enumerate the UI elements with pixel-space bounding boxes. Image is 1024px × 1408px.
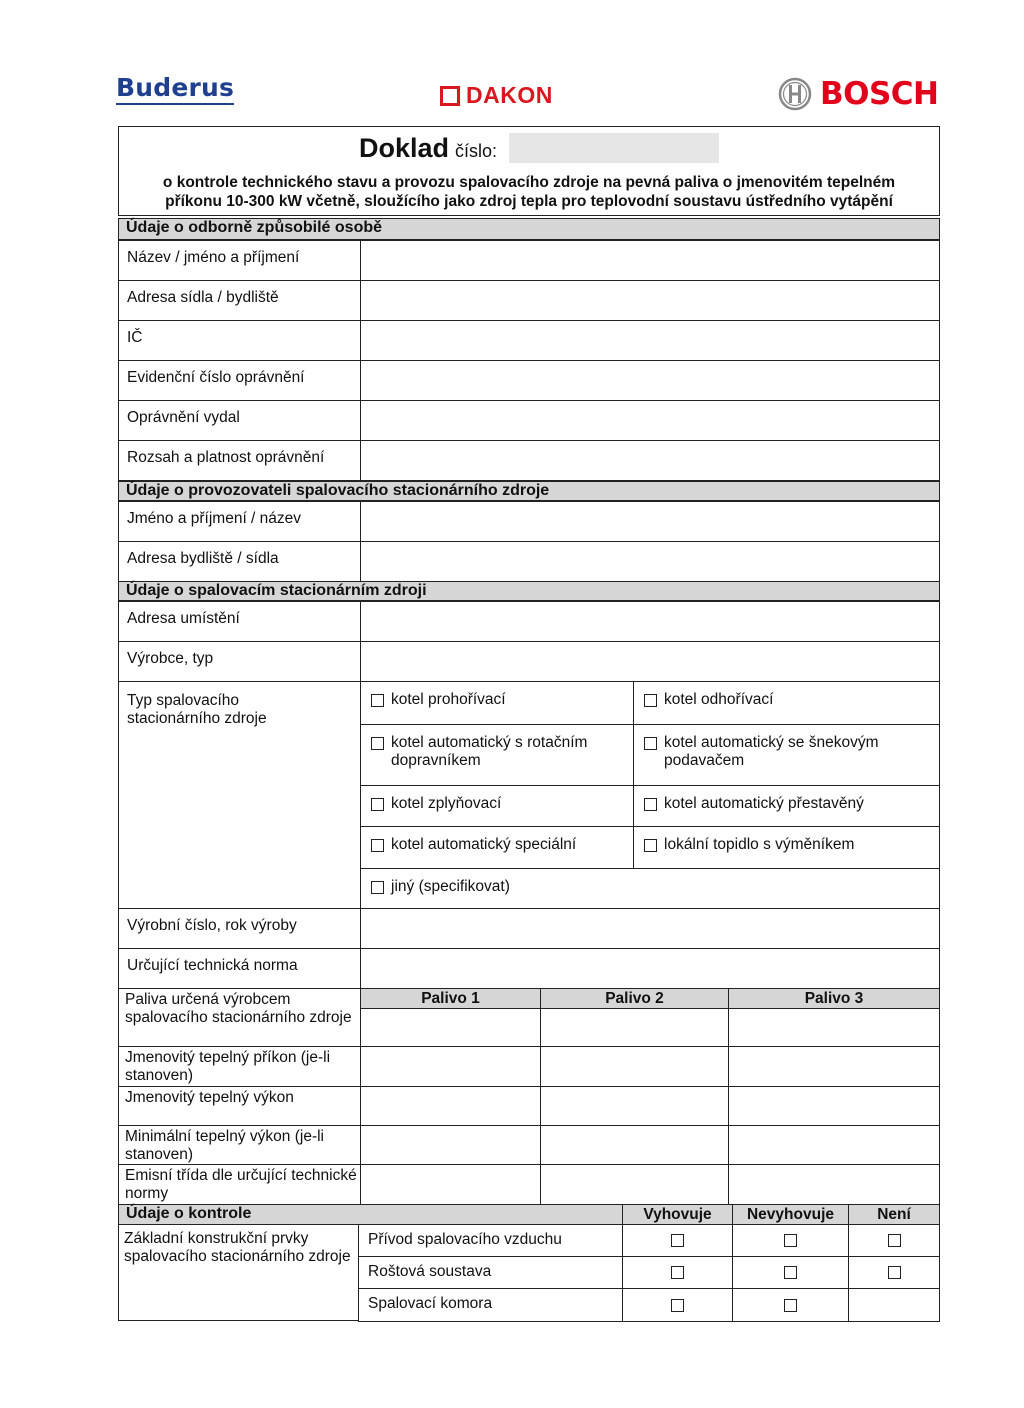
checkbox-icon[interactable] bbox=[371, 798, 384, 811]
result-header: Nevyhovuje bbox=[732, 1204, 849, 1225]
option-label: kotel automatický speciální bbox=[391, 836, 577, 853]
document-title bbox=[359, 133, 497, 164]
field-input[interactable] bbox=[360, 240, 940, 281]
field-input[interactable] bbox=[360, 360, 940, 401]
result-cell[interactable] bbox=[622, 1256, 733, 1289]
fuel-row-label: Jmenovitý tepelný výkon bbox=[118, 1086, 361, 1126]
field-label: Rozsah a platnost oprávnění bbox=[118, 440, 361, 481]
fuel-header: Palivo 3 bbox=[728, 988, 940, 1009]
fuel-value-cell[interactable] bbox=[540, 1125, 729, 1165]
checkbox-icon[interactable] bbox=[644, 737, 657, 750]
field-label: IČ bbox=[118, 320, 361, 361]
section-inspection-header: Údaje o kontrole bbox=[118, 1204, 623, 1225]
source-type-option[interactable] bbox=[633, 681, 940, 725]
fuel-value-cell[interactable] bbox=[728, 1046, 940, 1087]
checkbox-icon[interactable] bbox=[644, 694, 657, 707]
source-type-option[interactable] bbox=[360, 826, 634, 869]
option-label: kotel automatický se šnekovým podavačem bbox=[664, 734, 879, 769]
field-input[interactable] bbox=[360, 908, 940, 949]
fuel-header: Palivo 2 bbox=[540, 988, 729, 1009]
field-label: Evidenční číslo oprávnění bbox=[118, 360, 361, 401]
bosch-armature-icon bbox=[778, 77, 812, 111]
checkbox-icon[interactable] bbox=[644, 798, 657, 811]
source-type-option[interactable] bbox=[633, 724, 940, 786]
field-input[interactable] bbox=[360, 280, 940, 321]
source-type-option[interactable] bbox=[360, 785, 634, 827]
field-input[interactable] bbox=[360, 440, 940, 481]
inspection-item-label: Spalovací komora bbox=[358, 1288, 623, 1322]
field-label: Výrobce, typ bbox=[118, 641, 361, 682]
field-input[interactable] bbox=[360, 501, 940, 542]
dakon-wordmark: DAKON bbox=[466, 82, 553, 108]
checkbox-icon[interactable] bbox=[784, 1234, 797, 1247]
source-type-option-other[interactable] bbox=[360, 868, 940, 909]
result-header: Vyhovuje bbox=[622, 1204, 733, 1225]
fuel-row-label: Paliva určená výrobcem spalovacího stacionárního zdroje bbox=[118, 988, 361, 1047]
result-cell[interactable] bbox=[732, 1288, 849, 1322]
fuel-value-cell[interactable] bbox=[540, 1008, 729, 1047]
fuel-value-cell[interactable] bbox=[360, 1125, 541, 1165]
title-suffix: číslo: bbox=[455, 141, 498, 161]
field-input[interactable] bbox=[360, 400, 940, 441]
field-label: Adresa umístění bbox=[118, 601, 361, 642]
inspection-item-label: Přívod spalovacího vzduchu bbox=[358, 1224, 623, 1257]
section-source-header: Údaje o spalovacím stacionárním zdroji bbox=[118, 581, 940, 601]
fuel-value-cell[interactable] bbox=[360, 1008, 541, 1047]
option-label: kotel zplyňovací bbox=[391, 795, 502, 812]
field-input[interactable] bbox=[360, 320, 940, 361]
document-number-field[interactable] bbox=[509, 133, 719, 163]
fuel-value-cell[interactable] bbox=[540, 1046, 729, 1087]
result-cell[interactable] bbox=[848, 1288, 940, 1322]
document-header bbox=[118, 126, 940, 216]
result-cell[interactable] bbox=[622, 1224, 733, 1257]
checkbox-icon[interactable] bbox=[371, 694, 384, 707]
section-operator-header: Údaje o provozovateli spalovacího stacionárního zdroje bbox=[118, 481, 940, 501]
checkbox-icon[interactable] bbox=[671, 1266, 684, 1279]
subtitle-line-1: o kontrole technického stavu a provozu spalovacího zdroje na pevná paliva o jmenovitém tepelném bbox=[162, 174, 896, 191]
field-label: Jméno a příjmení / název bbox=[118, 501, 361, 542]
checkbox-icon[interactable] bbox=[644, 839, 657, 852]
field-input[interactable] bbox=[360, 601, 940, 642]
result-cell[interactable] bbox=[622, 1288, 733, 1322]
field-input[interactable] bbox=[360, 541, 940, 582]
checkbox-icon[interactable] bbox=[888, 1234, 901, 1247]
field-input[interactable] bbox=[360, 948, 940, 989]
fuel-value-cell[interactable] bbox=[728, 1086, 940, 1126]
source-type-option[interactable] bbox=[633, 826, 940, 869]
result-cell[interactable] bbox=[732, 1224, 849, 1257]
field-label: Výrobní číslo, rok výroby bbox=[118, 908, 361, 949]
option-label: kotel prohořívací bbox=[391, 691, 506, 708]
result-cell[interactable] bbox=[848, 1224, 940, 1257]
fuel-row-label: Jmenovitý tepelný příkon (je-li stanoven) bbox=[118, 1046, 361, 1087]
fuel-value-cell[interactable] bbox=[360, 1164, 541, 1205]
checkbox-icon[interactable] bbox=[784, 1266, 797, 1279]
option-label: kotel automatický s rotačním dopravníkem bbox=[391, 734, 588, 769]
field-label: Adresa bydliště / sídla bbox=[118, 541, 361, 582]
fuel-row-label: Emisní třída dle určující technické normy bbox=[118, 1164, 361, 1205]
inspection-item-label: Roštová soustava bbox=[358, 1256, 623, 1289]
result-cell[interactable] bbox=[732, 1256, 849, 1289]
source-type-label: Typ spalovacího stacionárního zdroje bbox=[118, 681, 361, 909]
field-label: Oprávnění vydal bbox=[118, 400, 361, 441]
construction-group-label: Základní konstrukční prvky spalovacího stacionárního zdroje bbox=[118, 1224, 359, 1321]
fuel-header: Palivo 1 bbox=[360, 988, 541, 1009]
checkbox-icon[interactable] bbox=[671, 1299, 684, 1312]
bosch-logo bbox=[778, 76, 939, 112]
source-type-option[interactable] bbox=[360, 681, 634, 725]
field-label: Určující technická norma bbox=[118, 948, 361, 989]
result-header: Není bbox=[848, 1204, 940, 1225]
section-expert-header: Údaje o odborně způsobilé osobě bbox=[118, 218, 940, 240]
title-main: Doklad bbox=[359, 133, 450, 163]
fuel-value-cell[interactable] bbox=[728, 1125, 940, 1165]
option-label: kotel automatický přestavěný bbox=[664, 795, 864, 812]
checkbox-icon[interactable] bbox=[371, 839, 384, 852]
checkbox-icon[interactable] bbox=[671, 1234, 684, 1247]
option-label: lokální topidlo s výměníkem bbox=[664, 836, 855, 853]
checkbox-icon[interactable] bbox=[784, 1299, 797, 1312]
dakon-logo bbox=[440, 82, 553, 109]
subtitle-line-2: příkonu 10-300 kW včetně, sloužícího jako zdroj tepla pro teplovodní soustavu ústředního vytápění bbox=[165, 193, 893, 210]
option-label: jiný (specifikovat) bbox=[391, 878, 510, 895]
fuel-value-cell[interactable] bbox=[540, 1086, 729, 1126]
source-type-option[interactable] bbox=[633, 785, 940, 827]
buderus-logo: Buderus bbox=[116, 74, 234, 105]
result-cell[interactable] bbox=[848, 1256, 940, 1289]
dakon-square-icon bbox=[440, 86, 460, 106]
checkbox-icon[interactable] bbox=[371, 881, 384, 894]
field-label: Název / jméno a příjmení bbox=[118, 240, 361, 281]
fuel-value-cell[interactable] bbox=[728, 1008, 940, 1047]
field-label: Adresa sídla / bydliště bbox=[118, 280, 361, 321]
fuel-value-cell[interactable] bbox=[360, 1046, 541, 1087]
fuel-value-cell[interactable] bbox=[360, 1086, 541, 1126]
document-subtitle bbox=[119, 173, 939, 211]
fuel-value-cell[interactable] bbox=[540, 1164, 729, 1205]
fuel-value-cell[interactable] bbox=[728, 1164, 940, 1205]
checkbox-icon[interactable] bbox=[371, 737, 384, 750]
bosch-wordmark: BOSCH bbox=[820, 76, 939, 112]
field-input[interactable] bbox=[360, 641, 940, 682]
source-type-option[interactable] bbox=[360, 724, 634, 786]
option-label: kotel odhořívací bbox=[664, 691, 774, 708]
fuel-row-label: Minimální tepelný výkon (je-li stanoven) bbox=[118, 1125, 361, 1165]
checkbox-icon[interactable] bbox=[888, 1266, 901, 1279]
